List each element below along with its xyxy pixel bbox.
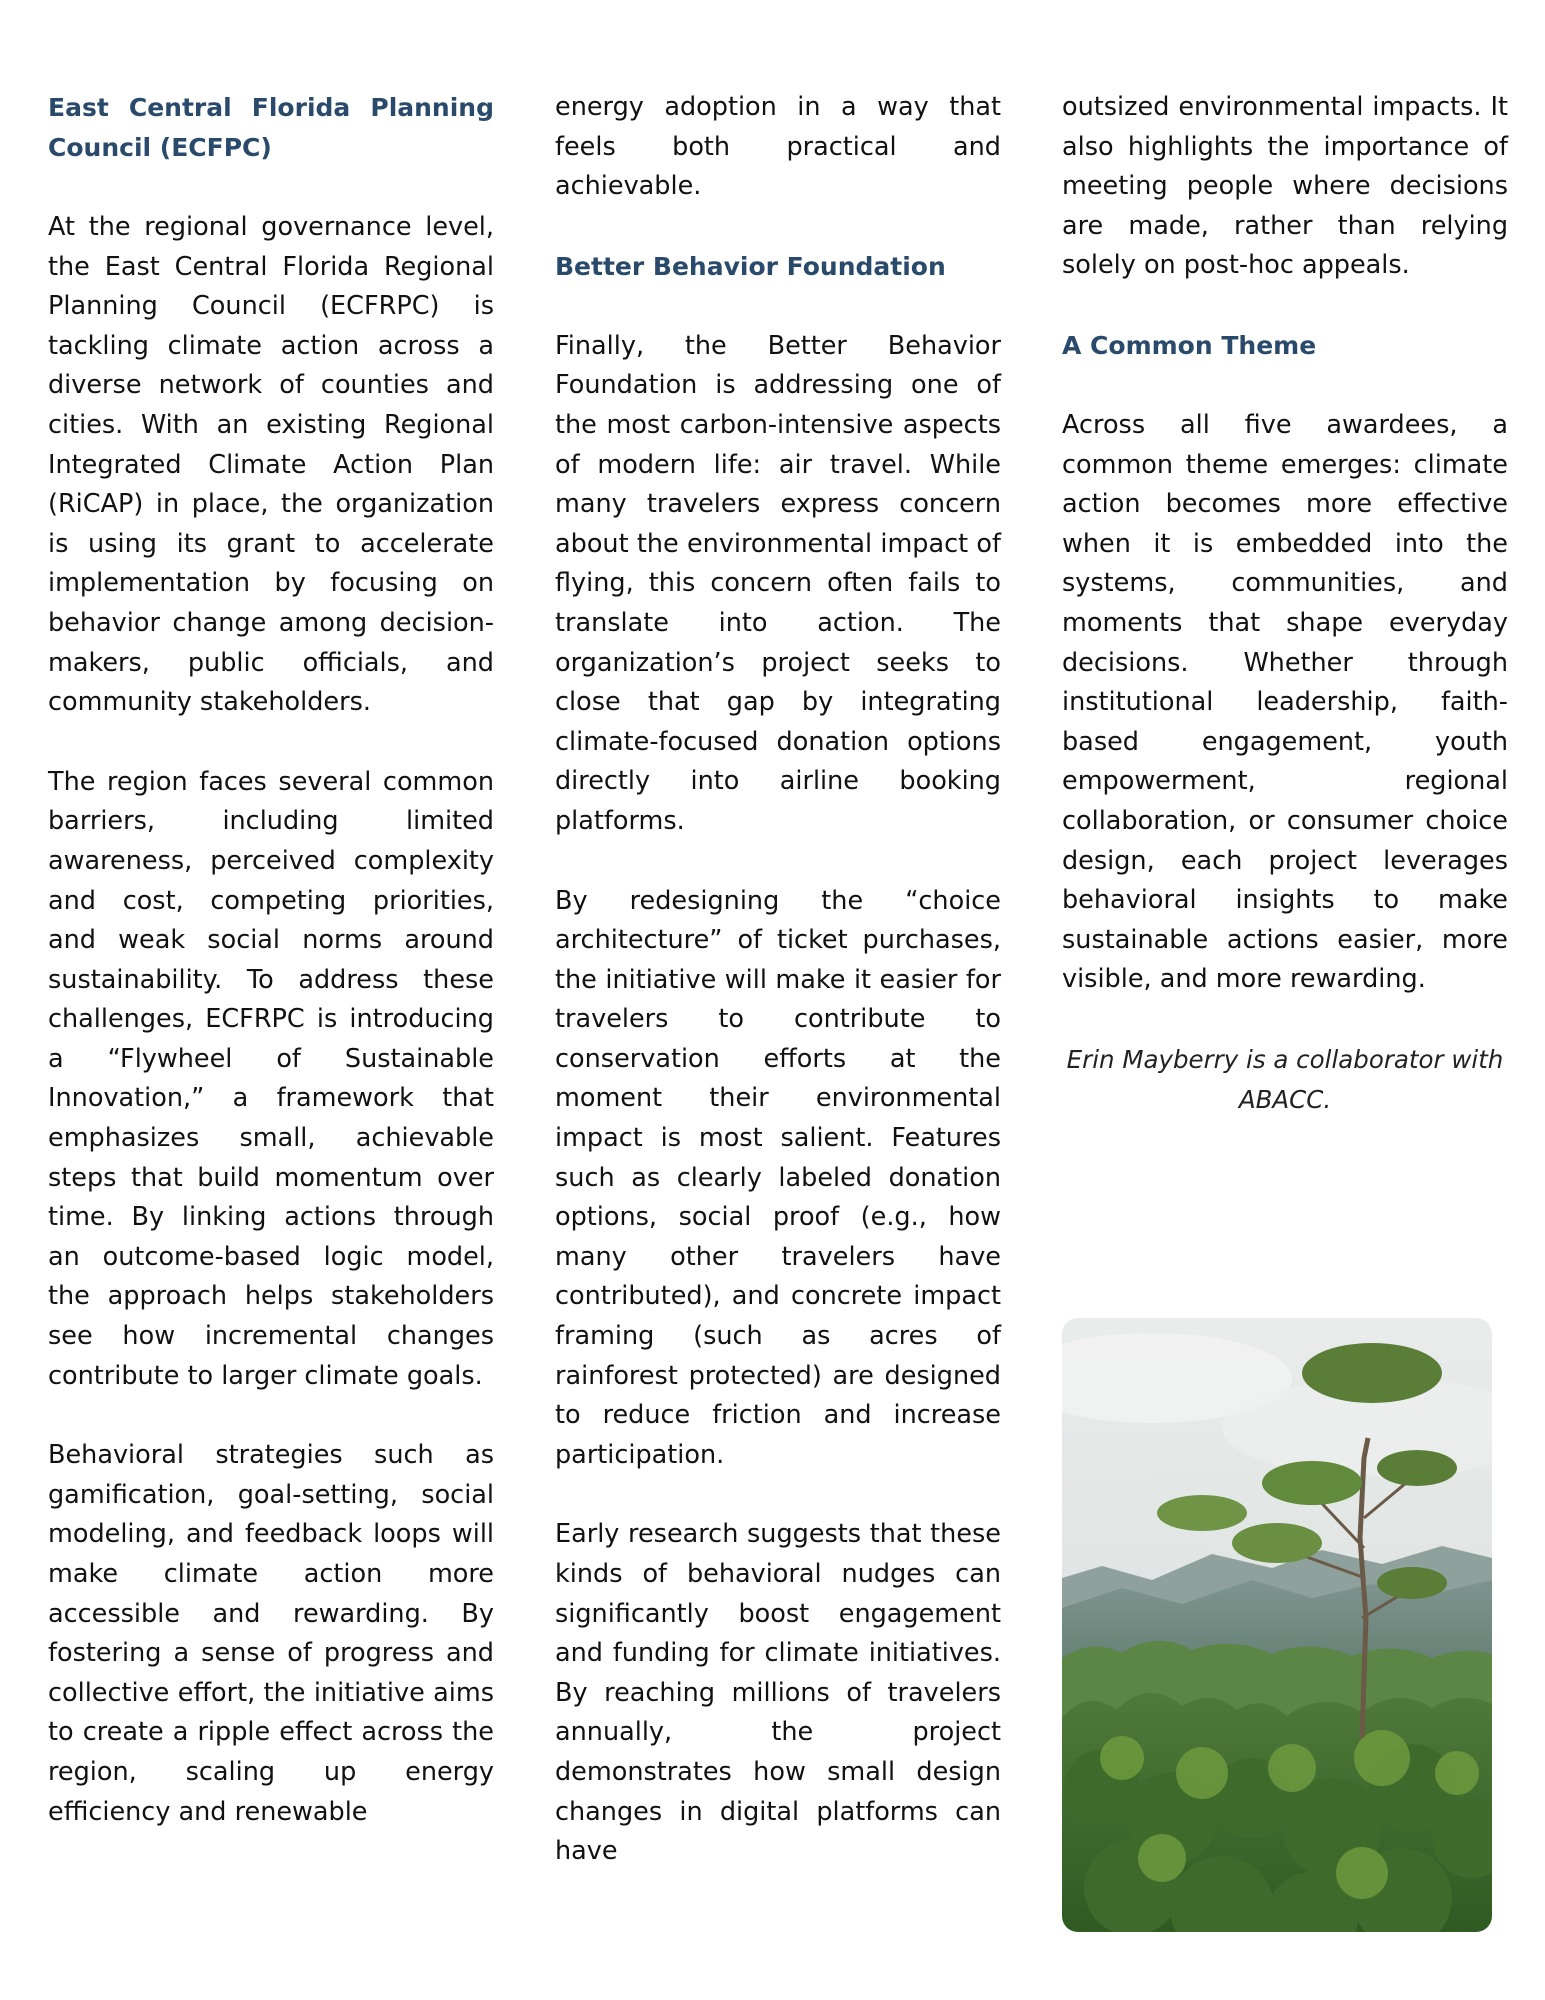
ecfpc-heading: East Central Florida Planning Council (ECFPC) (48, 93, 494, 162)
rainforest-illustration (1062, 1318, 1492, 1932)
column-2 (555, 88, 1001, 1872)
rainforest-photo (1062, 1318, 1492, 1932)
ecfpc-paragraph-1: At the regional governance level, the East Central Florida Regional Planning Council (ECFRPC) is tackling climate action across a diverse network of counties and cities. With an existing Regional Integrated Climate Action Plan (RiCAP) in place, the organization is using its grant to accelerate implementation by focusing on behavior change among decision-makers, public officials, and community stakeholders. (48, 212, 494, 718)
ecfpc-paragraph-2: The region faces several common barriers, including limited awareness, perceived complexity and cost, competing priorities, and weak social norms around sustainability. To address these challenges, ECFRPC is introducing a “Flywheel of Sustainable Innovation,” a framework that emphasizes small, achievable steps that build momentum over time. By linking actions through an outcome-based logic model, the approach helps stakeholders see how incremental changes contribute to larger climate goals. (48, 766, 494, 1391)
ecfpc-paragraph-3: Behavioral strategies such as gamification, goal-setting, social modeling, and feedback loops will make climate action more accessible and rewarding. By fostering a sense of progress and collective effort, the initiative aims to create a ripple effect across the region, scaling up energy efficiency and renewable (48, 1440, 494, 1827)
bbf-paragraph-3: Early research suggests that these kinds of behavioral nudges can significantly boost engagement and funding for climate initiatives. By reaching millions of travelers annually, the project demonstrates how small design changes in digital platforms can have (555, 1519, 1001, 1867)
bbf-continuation: outsized environmental impacts. It also highlights the importance of meeting people where decisions are made, rather than relying solely on post-hoc appeals. (1062, 92, 1508, 281)
ecfpc-continuation: energy adoption in a way that feels both practical and achievable. (555, 92, 1001, 202)
bbf-paragraph-1: Finally, the Better Behavior Foundation is addressing one of the most carbon-intensive aspects of modern life: air travel. While many travelers express concern about the environmental impact of flying, this concern often fails to translate into action. The organization’s project seeks to close that gap by integrating climate-focused donation options directly into airline booking platforms. (555, 330, 1001, 836)
column-1 (48, 88, 494, 1832)
bbf-heading: Better Behavior Foundation (555, 251, 946, 281)
bbf-paragraph-2: By redesigning the “choice architecture” of ticket purchases, the initiative will make it easier for travelers to contribute to conservation efforts at the moment their environmental impact is most salient. Features such as clearly labeled donation options, social proof (e.g., how many other travelers have contributed), and concrete impact framing (such as acres of rainforest protected) are designed to reduce friction and increase participation. (555, 885, 1001, 1470)
author-byline: Erin Mayberry is a collaborator with ABACC. (1066, 1044, 1504, 1114)
common-theme-paragraph: Across all five awardees, a common theme emerges: climate action becomes more effective when it is embedded into the systems, communities, and moments that shape everyday decisions. Whether through institutional leadership, faith-based engagement, youth empowerment, regional collaboration, or consumer choice design, each project leverages behavioral insights to make sustainable actions easier, more visible, and more rewarding. (1062, 409, 1508, 995)
common-theme-heading: A Common Theme (1062, 330, 1317, 360)
column-3 (1062, 88, 1508, 1120)
